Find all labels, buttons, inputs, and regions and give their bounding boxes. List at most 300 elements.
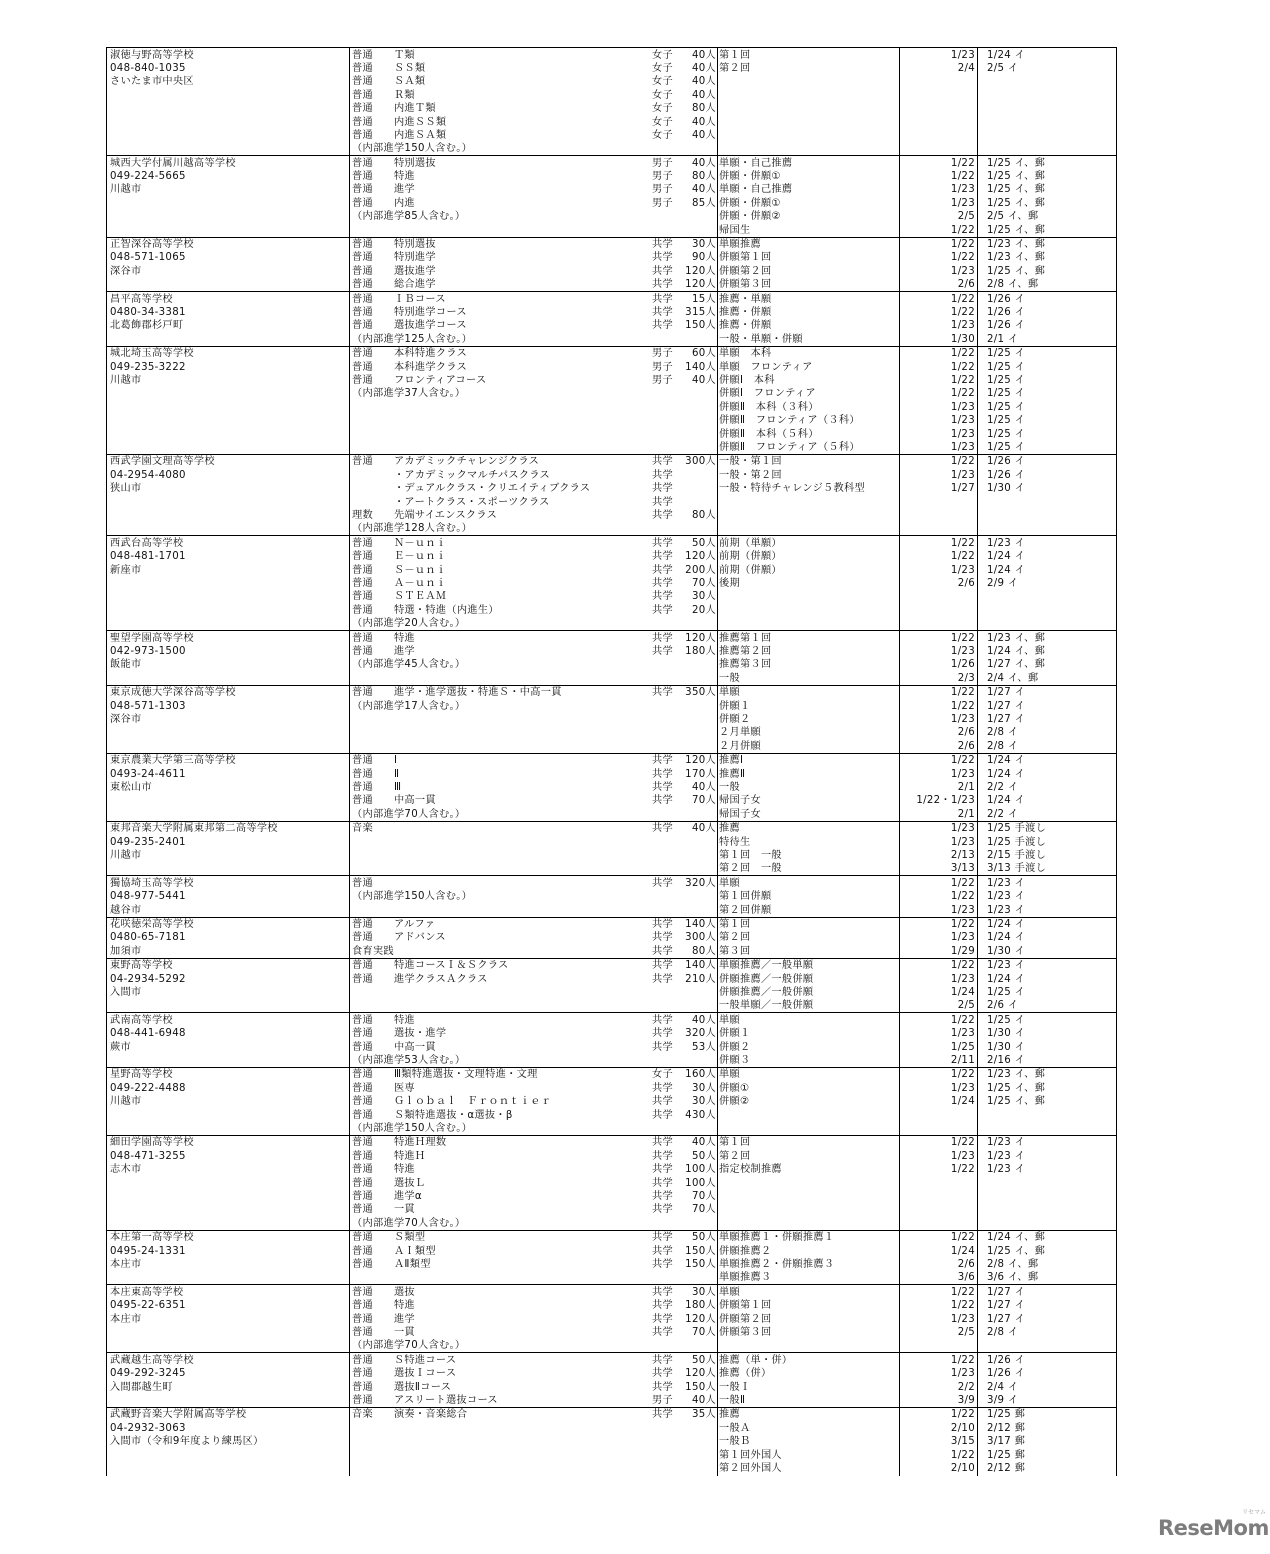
course-name: （内部進学70人含む。） — [352, 1340, 466, 1352]
result-date: 1/23 イ — [987, 1137, 1026, 1149]
exam-round: 単願 — [719, 1069, 740, 1081]
course-gender: 共学 — [652, 578, 673, 590]
column-divider — [717, 754, 718, 821]
course-capacity — [652, 1217, 716, 1230]
exam-date: 1/22 — [950, 1014, 975, 1026]
course-gender: 共学 — [652, 483, 673, 495]
school-city: 川越市 — [110, 1096, 142, 1108]
exam-round: 第１回 一般 — [719, 850, 782, 862]
course-capacity: 50人 — [691, 1150, 716, 1162]
course-name: （内部進学125人含む。） — [352, 333, 473, 345]
result-date: 1/23 イ、郵 — [987, 632, 1046, 644]
exam-round: 単願 — [719, 877, 740, 889]
course-capacity: 30人 — [691, 1286, 716, 1298]
school-block — [107, 1068, 1117, 1136]
course-name: （内部進学53人含む。） — [352, 1054, 466, 1066]
course-gender: 共学 — [652, 687, 673, 699]
course-name: 普通 中高一貫 — [352, 1041, 436, 1053]
course-name: 普通 特進 — [352, 1300, 415, 1312]
school-phone: 049-222-4488 — [110, 1082, 186, 1094]
exam-date: 1/23 — [950, 469, 975, 481]
exam-date: 2/6 — [957, 740, 975, 752]
exam-round: 併願推薦／一般併願 — [719, 987, 814, 998]
course-capacity — [652, 890, 716, 903]
course-gender: 共学 — [652, 1204, 673, 1216]
column-divider — [717, 1068, 718, 1135]
course-name: 普通 Ｇｌｏｂａｌ Ｆｒｏｎｔｉｅｒ — [352, 1096, 552, 1108]
result-date: 2/5 イ — [987, 62, 1019, 74]
course-name: （内部進学45人含む。） — [352, 659, 466, 671]
course-capacity: 300人 — [685, 932, 716, 944]
school-name: 東京農業大学第三高等学校 — [110, 755, 236, 767]
school-name: 本庄第一高等学校 — [110, 1232, 194, 1244]
course-name: （内部進学85人含む。） — [352, 211, 466, 223]
course-gender: 共学 — [652, 239, 673, 251]
course-name: （内部進学70人含む。） — [352, 1217, 466, 1229]
result-date: 1/27 イ — [987, 714, 1026, 726]
school-city: 本庄市 — [110, 1258, 142, 1270]
exam-date: 1/23 — [950, 1313, 975, 1325]
course-name: 普通 アカデミックチャレンジクラス — [352, 456, 540, 468]
exam-round: 推薦第２回 — [719, 646, 772, 658]
course-name: 普通 特別進学 — [352, 252, 436, 264]
exam-round: 併願Ⅰ フロンティア — [719, 388, 816, 400]
course-gender: 共学 — [652, 604, 673, 616]
result-date: 1/25 イ — [987, 1014, 1026, 1026]
result-date: 1/25 イ、郵 — [987, 157, 1046, 169]
course-name: 普通 進学 — [352, 1313, 415, 1325]
exam-date: 1/23 — [950, 401, 975, 413]
exam-round: 推薦 — [719, 823, 740, 835]
course-gender: 共学 — [652, 755, 673, 767]
school-block — [107, 1353, 1117, 1408]
course-gender: 共学 — [652, 877, 673, 889]
course-name: 普通 特別選抜 — [352, 239, 436, 251]
school-block — [107, 1285, 1117, 1353]
exam-date: 1/26 — [950, 659, 975, 671]
exam-round: 前期（併願） — [719, 564, 782, 576]
course-name: 普通 ＳＳ類 — [352, 62, 426, 74]
school-block — [107, 48, 1117, 156]
school-phone: 048-977-5441 — [110, 891, 186, 903]
exam-round: 併願第２回 — [719, 265, 772, 277]
column-divider — [977, 822, 978, 876]
school-block — [107, 876, 1117, 917]
exam-round: 一般Ⅱ — [719, 1394, 746, 1406]
column-divider — [1116, 1068, 1117, 1135]
course-capacity: 50人 — [691, 1232, 716, 1244]
column-divider — [349, 292, 350, 346]
course-capacity: 320人 — [685, 877, 716, 889]
result-date: 2/15 手渡し — [987, 850, 1047, 862]
result-date: 1/26 イ — [987, 456, 1026, 468]
school-city: 北葛飾郡杉戸町 — [110, 320, 184, 332]
course-gender: 共学 — [652, 1258, 673, 1270]
result-date: 1/23 イ — [987, 537, 1026, 549]
column-divider — [977, 959, 978, 1013]
school-block — [107, 1231, 1117, 1286]
column-divider — [977, 536, 978, 630]
column-divider — [1116, 754, 1117, 821]
course-capacity: 210人 — [685, 973, 716, 985]
course-name: 普通 Ａ－ｕｎｉ — [352, 578, 447, 590]
course-gender: 共学 — [652, 456, 673, 468]
exam-round: 一般Ｉ — [719, 1381, 751, 1393]
exam-date: 3/6 — [957, 1272, 975, 1284]
course-gender: 共学 — [652, 960, 673, 972]
exam-date: 1/23 — [950, 49, 975, 61]
exam-date: 1/23 — [950, 768, 975, 780]
column-divider — [717, 1136, 718, 1230]
exam-date: 1/23 — [950, 904, 975, 916]
exam-round: 単願推薦３ — [719, 1272, 772, 1284]
course-name: 普通 Ｎ－ｕｎｉ — [352, 537, 447, 549]
exam-date: 1/22 — [950, 1069, 975, 1081]
course-capacity — [652, 808, 716, 821]
school-name: 武蔵越生高等学校 — [110, 1354, 194, 1366]
exam-round: 併願Ⅱ 本科（５科） — [719, 428, 819, 440]
column-divider — [349, 1136, 350, 1230]
exam-date: 1/22 — [950, 919, 975, 931]
course-gender: 男子 — [652, 197, 673, 209]
result-date: 1/25 イ — [987, 388, 1026, 400]
column-divider — [977, 292, 978, 346]
course-gender: 共学 — [652, 1368, 673, 1380]
exam-round: 併願第１回 — [719, 252, 772, 264]
exam-date: 2/10 — [950, 1462, 975, 1474]
column-divider — [1116, 1136, 1117, 1230]
course-capacity: 80人 — [691, 171, 716, 183]
exam-round: 一般単願／一般併願 — [719, 1000, 814, 1012]
course-name: 普通 ＡⅡ類型 — [352, 1258, 431, 1270]
course-name: 普通 選抜進学コース — [352, 320, 467, 332]
exam-date: 1/25 — [950, 1041, 975, 1053]
course-capacity: 120人 — [685, 1368, 716, 1380]
course-capacity: 50人 — [691, 537, 716, 549]
school-name: 城西大学付属川越高等学校 — [110, 157, 236, 169]
course-name: 普通 選抜 — [352, 1286, 415, 1298]
exam-round: 併願１ — [719, 1028, 751, 1040]
exam-date: 1/24 — [950, 1096, 975, 1108]
school-block — [107, 238, 1117, 293]
exam-round: 併願① — [719, 1082, 750, 1094]
exam-round: 推薦・併願 — [719, 320, 772, 332]
column-divider — [977, 686, 978, 753]
column-divider — [1116, 1285, 1117, 1352]
school-block — [107, 1408, 1117, 1476]
exam-round: 特待生 — [719, 836, 751, 848]
course-capacity: 430人 — [685, 1109, 716, 1121]
exam-round: 第２回 一般 — [719, 863, 782, 875]
result-date: 2/5 イ、郵 — [987, 211, 1039, 223]
result-date: 1/25 イ、郵 — [987, 1245, 1046, 1257]
column-divider — [977, 347, 978, 454]
result-date: 1/25 イ、郵 — [987, 1082, 1046, 1094]
column-divider — [717, 1353, 718, 1407]
resemom-watermark — [1158, 1509, 1269, 1540]
course-gender: 共学 — [652, 768, 673, 780]
course-gender: 共学 — [652, 1381, 673, 1393]
result-date: 1/26 イ — [987, 307, 1026, 319]
course-name: 普通 Ⅰ — [352, 755, 398, 767]
course-gender: 共学 — [652, 782, 673, 794]
course-name: 普通 一貫 — [352, 1326, 415, 1338]
result-date: 2/6 イ — [987, 1000, 1019, 1012]
column-divider — [717, 48, 718, 155]
school-phone: 049-235-3222 — [110, 361, 186, 373]
exam-date: 1/22 — [950, 157, 975, 169]
course-gender: 共学 — [652, 1096, 673, 1108]
result-date: 1/25 郵 — [987, 1409, 1026, 1421]
exam-round: ２月併願 — [719, 740, 761, 752]
school-name: 西武学園文理高等学校 — [110, 456, 215, 468]
school-block — [107, 959, 1117, 1014]
school-city: 川越市 — [110, 850, 142, 862]
column-divider — [977, 1285, 978, 1352]
exam-round: 併願２ — [719, 1041, 751, 1053]
exam-date: 2/1 — [957, 808, 975, 820]
exam-round: 帰国生 — [719, 224, 751, 236]
result-date: 1/25 イ、郵 — [987, 265, 1046, 277]
course-gender: 共学 — [652, 496, 673, 508]
course-gender: 共学 — [652, 1286, 673, 1298]
course-capacity: 120人 — [685, 265, 716, 277]
course-gender: 共学 — [652, 1109, 673, 1121]
school-block — [107, 754, 1117, 822]
result-date: 1/30 イ — [987, 483, 1026, 495]
exam-round: 併願・併願① — [719, 171, 781, 183]
exam-date: 2/6 — [957, 279, 975, 291]
course-gender: 共学 — [652, 320, 673, 332]
course-gender: 共学 — [652, 1164, 673, 1176]
school-name: 本庄東高等学校 — [110, 1286, 184, 1298]
column-divider — [1116, 686, 1117, 753]
school-block — [107, 292, 1117, 347]
school-name: 城北埼玉高等学校 — [110, 348, 194, 360]
course-gender: 男子 — [652, 375, 673, 387]
course-name: 普通 総合進学 — [352, 279, 436, 291]
course-name: 普通 選抜進学 — [352, 265, 436, 277]
course-capacity: 140人 — [685, 919, 716, 931]
exam-date: 1/22 — [950, 307, 975, 319]
course-capacity: 70人 — [691, 1326, 716, 1338]
exam-round: 併願・併願① — [719, 197, 781, 209]
course-capacity: 60人 — [691, 348, 716, 360]
exam-round: 併願Ⅱ フロンティア（３科） — [719, 415, 860, 427]
course-gender: 共学 — [652, 932, 673, 944]
school-name: 星野高等学校 — [110, 1069, 173, 1081]
course-name: 普通 Ⅲ — [352, 782, 402, 794]
column-divider — [349, 1231, 350, 1285]
school-block — [107, 455, 1117, 536]
course-capacity: 180人 — [685, 646, 716, 658]
course-capacity — [652, 1054, 716, 1067]
course-capacity: 50人 — [691, 1354, 716, 1366]
school-block — [107, 1136, 1117, 1231]
course-name: 普通 Ｓ－ｕｎｉ — [352, 564, 447, 576]
column-divider — [977, 455, 978, 535]
course-gender: 男子 — [652, 171, 673, 183]
course-capacity: 35人 — [691, 1409, 716, 1421]
school-city: 本庄市 — [110, 1313, 142, 1325]
course-gender: 共学 — [652, 646, 673, 658]
column-divider — [717, 347, 718, 454]
course-name: 普通 アルファ — [352, 919, 436, 931]
course-gender: 共学 — [652, 1232, 673, 1244]
exam-round: 推薦第１回 — [719, 632, 772, 644]
result-date: 1/23 イ、郵 — [987, 1069, 1046, 1081]
course-capacity: 320人 — [685, 1028, 716, 1040]
course-gender: 男子 — [652, 361, 673, 373]
course-name: 食育実践 — [352, 945, 394, 957]
school-city: 川越市 — [110, 375, 142, 387]
column-divider — [349, 631, 350, 685]
course-capacity: 150人 — [685, 1245, 716, 1257]
school-city: さいたま市中央区 — [110, 76, 194, 88]
exam-round: 一般 — [719, 672, 740, 684]
column-divider — [349, 48, 350, 155]
exam-round: 一般・第２回 — [719, 469, 782, 481]
result-date: 1/25 イ — [987, 361, 1026, 373]
column-divider — [349, 238, 350, 292]
exam-date: 1/23 — [950, 836, 975, 848]
exam-date: 1/22 — [950, 171, 975, 183]
course-name: ・デュアルクラス・クリエイティブクラス — [352, 483, 591, 495]
course-name: 普通 特進Ｈ理数 — [352, 1137, 447, 1149]
exam-round: 併願推薦２ — [719, 1245, 772, 1257]
course-gender: 共学 — [652, 252, 673, 264]
course-capacity: 40人 — [691, 157, 716, 169]
result-date: 1/25 イ — [987, 415, 1026, 427]
column-divider — [349, 1068, 350, 1135]
column-divider — [717, 959, 718, 1013]
result-date: 2/8 イ、郵 — [987, 1258, 1039, 1270]
exam-date: 2/5 — [957, 211, 975, 223]
result-date: 1/24 イ — [987, 755, 1026, 767]
course-gender: 共学 — [652, 1313, 673, 1325]
exam-date: 1/22 — [950, 551, 975, 563]
course-gender: 男子 — [652, 157, 673, 169]
course-name: 普通 特選・特進（内進生） — [352, 604, 499, 616]
watermark-subtext: リセマム — [1242, 1509, 1266, 1516]
course-gender: 共学 — [652, 1245, 673, 1257]
exam-round: 単願 本科 — [719, 348, 772, 360]
exam-date: 1/22 — [950, 1354, 975, 1366]
exam-date: 1/22 — [950, 224, 975, 236]
course-name: 普通 Ⅱ — [352, 768, 400, 780]
result-date: 1/24 イ — [987, 551, 1026, 563]
column-divider — [1116, 455, 1117, 535]
column-divider — [717, 686, 718, 753]
column-divider — [717, 1013, 718, 1067]
course-name: 普通 特進Ｈ — [352, 1150, 426, 1162]
result-date: 1/25 イ — [987, 428, 1026, 440]
result-date: 1/25 イ、郵 — [987, 197, 1046, 209]
result-date: 1/24 イ、郵 — [987, 1232, 1046, 1244]
course-capacity: 180人 — [685, 1300, 716, 1312]
course-capacity — [652, 142, 716, 155]
exam-round: 単願推薦２・併願推薦３ — [719, 1258, 835, 1270]
column-divider — [977, 918, 978, 958]
result-date: 2/4 イ、郵 — [987, 672, 1039, 684]
exam-round: 併願Ⅰ 本科 — [719, 375, 775, 387]
school-phone: 0480-34-3381 — [110, 307, 186, 319]
exam-date: 1/22 — [950, 1409, 975, 1421]
course-name: 普通 進学 — [352, 184, 415, 196]
column-divider — [717, 455, 718, 535]
column-divider — [349, 822, 350, 876]
school-name: 武南高等学校 — [110, 1014, 173, 1026]
column-divider — [717, 292, 718, 346]
exam-date: 1/23 — [950, 1028, 975, 1040]
course-name: 普通 特進 — [352, 171, 415, 183]
course-capacity — [652, 469, 716, 482]
course-name: 普通 選抜・進学 — [352, 1028, 447, 1040]
course-capacity: 85人 — [691, 197, 716, 209]
result-date: 1/25 イ — [987, 348, 1026, 360]
course-capacity: 40人 — [691, 129, 716, 141]
school-city: 狭山市 — [110, 483, 142, 495]
course-capacity: 40人 — [691, 49, 716, 61]
course-name: 普通 Ｒ類 — [352, 89, 415, 101]
course-name: 普通 特別選抜 — [352, 157, 436, 169]
course-capacity: 120人 — [685, 279, 716, 291]
course-gender: 女子 — [652, 49, 673, 61]
course-name: （内部進学20人含む。） — [352, 618, 466, 630]
course-name: 普通 内進Ｔ類 — [352, 103, 436, 115]
exam-date: 1/22 — [950, 1232, 975, 1244]
course-gender: 共学 — [652, 307, 673, 319]
course-capacity — [652, 700, 716, 713]
result-date: 1/23 イ — [987, 1150, 1026, 1162]
column-divider — [349, 1285, 350, 1352]
course-capacity: 30人 — [691, 1082, 716, 1094]
course-gender: 共学 — [652, 945, 673, 957]
column-divider — [977, 876, 978, 916]
school-name: 淑徳与野高等学校 — [110, 49, 194, 61]
exam-round: 第１回外国人 — [719, 1449, 782, 1461]
exam-round: 推薦Ⅰ — [719, 755, 744, 767]
school-phone: 048-840-1035 — [110, 62, 186, 74]
course-capacity: 70人 — [691, 795, 716, 807]
course-gender: 共学 — [652, 1190, 673, 1202]
course-capacity: 200人 — [685, 564, 716, 576]
course-capacity: 150人 — [685, 1258, 716, 1270]
course-capacity: 20人 — [691, 604, 716, 616]
course-name: 普通 進学 — [352, 646, 415, 658]
course-name: 普通 Ⅲ類特進選抜・文理特進・文理 — [352, 1069, 538, 1081]
course-capacity: 40人 — [691, 116, 716, 128]
result-date: 1/25 イ、郵 — [987, 1096, 1046, 1108]
result-date: 1/26 イ — [987, 1354, 1026, 1366]
school-city: 東松山市 — [110, 782, 152, 794]
course-name: 普通 選抜Ｉコース — [352, 1368, 457, 1380]
exam-date: 1/24 — [950, 987, 975, 998]
course-name: 普通 アスリート選抜コース — [352, 1394, 498, 1406]
exam-round: ２月単願 — [719, 727, 761, 739]
column-divider — [717, 876, 718, 916]
result-date: 1/23 イ — [987, 877, 1026, 889]
result-date: 1/27 イ — [987, 1300, 1026, 1312]
course-name: （内部進学150人含む。） — [352, 1122, 473, 1134]
school-city: 志木市 — [110, 1164, 142, 1176]
school-city: 深谷市 — [110, 714, 142, 726]
exam-round: 推薦第３回 — [719, 659, 772, 671]
school-city: 入間市 — [110, 987, 142, 998]
exam-date: 1/30 — [950, 333, 975, 345]
course-name: （内部進学128人含む。） — [352, 523, 473, 535]
school-phone: 042-973-1500 — [110, 646, 186, 658]
